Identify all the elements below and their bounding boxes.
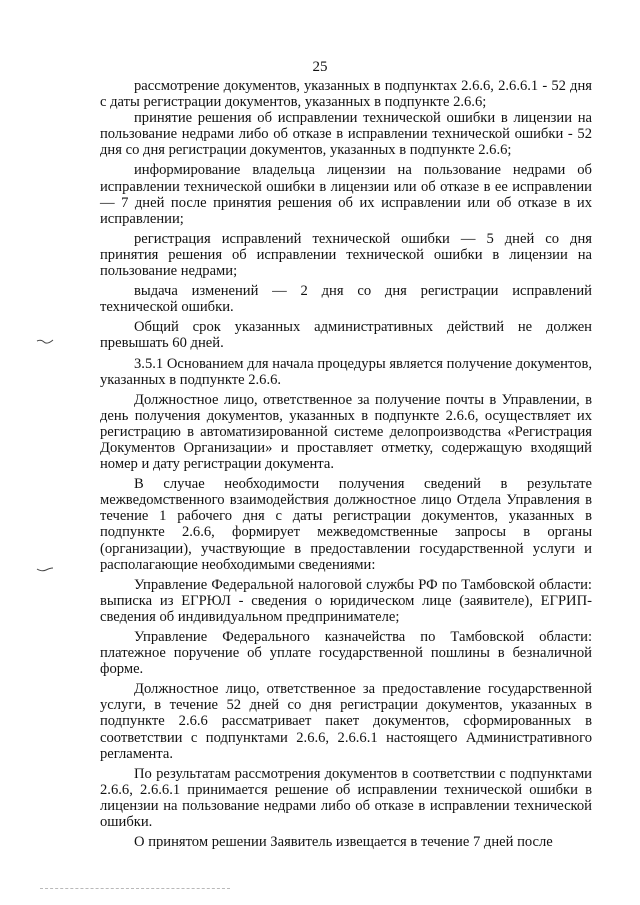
- paragraph-review-documents: рассмотрение документов, указанных в подпунктах 2.6.6, 2.6.6.1 - 52 дня с даты регистрации документов, указанных в подпункте 2.6.6;: [100, 78, 592, 111]
- paragraph-tax-service: Управление Федеральной налоговой службы РФ по Тамбовской области: выписка из ЕГРЮЛ - сведения о юридическом лице (заявителе), ЕГРИП- сведения об индивидуальном предпринимателе;: [100, 576, 592, 625]
- paragraph-3-5-1: 3.5.1 Основанием для начала процедуры является получение документов, указанных в подпункте 2.6.6.: [100, 355, 592, 388]
- margin-pen-mark: [36, 567, 54, 573]
- page-number: 25: [312, 59, 328, 75]
- paragraph-interagency: В случае необходимости получения сведений в результате межведомственного взаимодействия должностное лицо Отдела Управления в течение 1 рабочего дня с даты регистрации документов, указанных в подпункте 2.6.6, формирует межведомственные запросы в органы (организации), участвующие в предоставлении государственной услуги и располагающие необходимыми сведениями:: [100, 476, 592, 573]
- paragraph-registration: регистрация исправлений технической ошибки — 5 дней со дня принятия решения об исправлении технической ошибки в лицензии на пользование недрами;: [100, 230, 592, 280]
- paragraph-treasury: Управление Федерального казначейства по Тамбовской области: платежное поручение об уплате государственной пошлины в безналичной форме.: [100, 629, 592, 678]
- paragraph-informing-holder: информирование владельца лицензии на пользование недрами об исправлении технической ошибки в лицензии или об отказе в ее исправлении — 7 дней после принятия решения об их исправлении или об отказе в их исправлении;: [100, 162, 592, 227]
- paragraph-issuance: выдача изменений — 2 дня со дня регистрации исправлений технической ошибки.: [100, 283, 592, 316]
- scan-artifact-line: [40, 888, 230, 891]
- paragraph-total-term: Общий срок указанных административных действий не должен превышать 60 дней.: [100, 319, 592, 352]
- margin-pen-mark: [36, 338, 54, 344]
- paragraph-responsible-officer: Должностное лицо, ответственное за предоставление государственной услуги, в течение 52 дней со дня регистрации документов, указанных в подпункте 2.6.6 рассматривает пакет документов, сформированных в соответствии с подпунктами 2.6.6, 2.6.6.1 настоящего Административного регламента.: [100, 681, 592, 762]
- paragraph-results: По результатам рассмотрения документов в соответствии с подпунктами 2.6.6, 2.6.6.1 принимается решение об исправлении технической ошибки в лицензии на пользование недрами либо об отказе в исправлении технической ошибки.: [100, 765, 592, 831]
- paragraph-mail-officer: Должностное лицо, ответственное за получение почты в Управлении, в день получения документов, указанных в подпункте 2.6.6, осуществляет их регистрацию в автоматизированной системе делопроизводства «Регистрация Документов Организации» и проставляет отметку, содержащую входящий номер и дату регистрации документа.: [100, 391, 592, 473]
- paragraph-notification: О принятом решении Заявитель извещается в течение 7 дней после: [134, 834, 553, 851]
- paragraph-correction-decision: принятие решения об исправлении технической ошибки в лицензии на пользование недрами либо об отказе в исправлении технической ошибки - 52 дня со дня регистрации документов, указанных в подпункте 2.6.6;: [100, 110, 592, 159]
- document-body: [100, 78, 592, 850]
